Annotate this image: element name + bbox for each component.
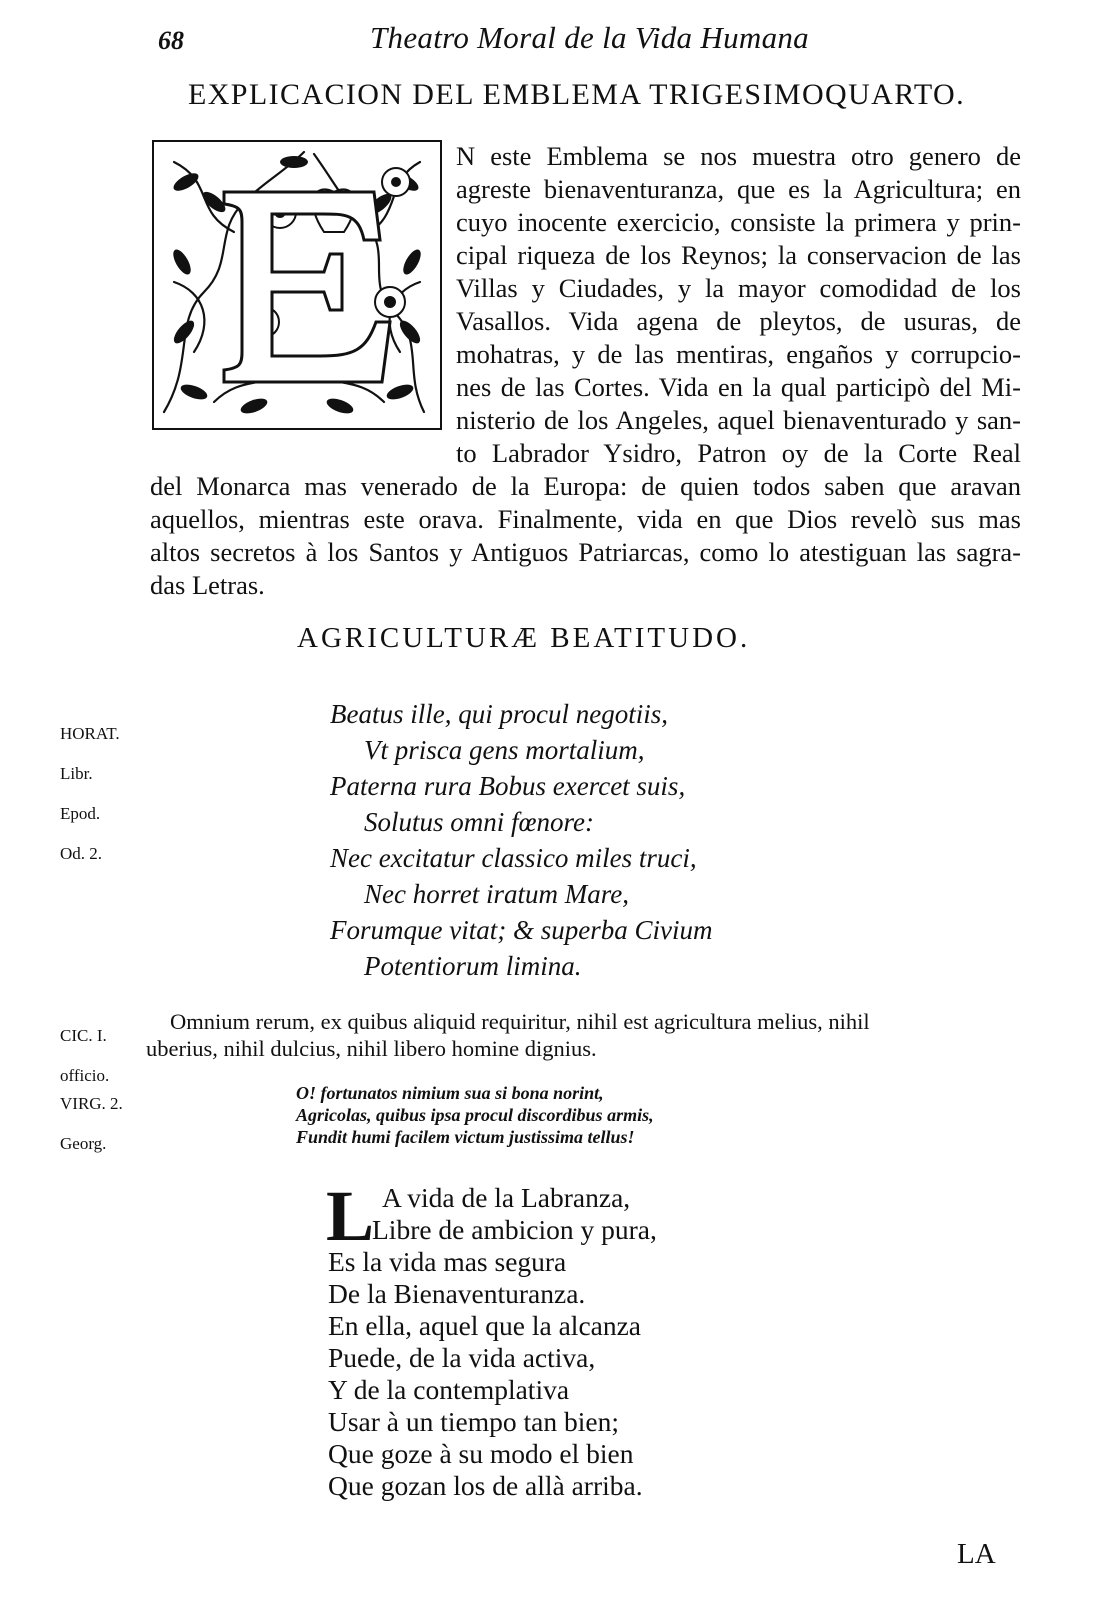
paragraph-line: das Letras. (150, 570, 265, 600)
margin-note-horace (60, 704, 120, 884)
poem-line: Que goze à su modo el bien (328, 1438, 634, 1469)
paragraph-line: aquellos, mientras este orava. Finalmente, vida en que Dios revelò sus mas (150, 504, 1021, 534)
horace-verse: Nec horret iratum Mare, (364, 879, 629, 909)
poem-line: De la Bienaventuranza. (328, 1278, 586, 1309)
horace-verse: Vt prisca gens mortalium, (364, 735, 645, 765)
paragraph-line: agreste bienaventuranza, que es la Agricultura; en (456, 174, 1021, 204)
poem-line: En ella, aquel que la alcanza (328, 1310, 642, 1341)
margin-note-line: VIRG. 2. (60, 1094, 123, 1113)
paragraph-line: Villas y Ciudades, y la mayor comodidad de los (456, 273, 1021, 303)
poem-line: Usar à un tiempo tan bien; (328, 1406, 619, 1437)
section-heading: EXPLICACION DEL EMBLEMA TRIGESIMOQUARTO. (188, 78, 965, 111)
catchword: LA (957, 1538, 996, 1570)
margin-note-virgil (60, 1074, 123, 1174)
paragraph-line: cuyo inocente exercicio, consiste la primera y prin- (456, 207, 1021, 237)
running-title: Theatro Moral de la Vida Humana (370, 20, 809, 55)
latin-heading: AGRICULTURÆ BEATITUDO. (297, 622, 751, 654)
horace-verse: Paterna rura Bobus exercet suis, (330, 771, 686, 801)
horace-verse: Potentiorum limina. (364, 951, 582, 981)
paragraph-line: altos secretos à los Santos y Antiguos Patriarcas, como lo atestiguan las sagra- (150, 537, 1021, 567)
horace-verse: Nec excitatur classico miles truci, (330, 843, 697, 873)
poem-line: Puede, de la vida activa, (328, 1342, 596, 1373)
paragraph-line: nes de las Cortes. Vida en la qual participò del Mi- (456, 372, 1021, 402)
poem-line: Es la vida mas segura (328, 1246, 567, 1277)
page-number: 68 (158, 26, 184, 55)
poem-line: Que gozan los de allà arriba. (328, 1470, 643, 1501)
horace-verse: Forumque vitat; & superba Civium (330, 915, 713, 945)
paragraph-line: del Monarca mas venerado de la Europa: de quien todos saben que aravan (150, 471, 1021, 501)
poem-line: A vida de la Labranza, (382, 1182, 631, 1213)
paragraph-line: mohatras, y de las mentiras, engaños y corrupcio- (456, 339, 1021, 369)
margin-note-line: Georg. (60, 1134, 107, 1153)
cicero-quote-line: uberius, nihil dulcius, nihil libero homine dignius. (146, 1036, 597, 1061)
margin-note-line: Epod. (60, 804, 101, 823)
paragraph-line: cipal riqueza de los Reynos; la conservacion de las (456, 240, 1021, 270)
horace-verse: Solutus omni fœnore: (364, 807, 595, 837)
margin-note-line: officio. (60, 1066, 110, 1085)
horace-verse: Beatus ille, qui procul negotiis, (330, 699, 668, 729)
paragraph-line: N este Emblema se nos muestra otro genero de (456, 141, 1021, 171)
poem-line: Libre de ambicion y pura, (372, 1214, 657, 1245)
floral-woodcut-initial-icon (154, 142, 440, 428)
margin-note-line: CIC. I. (60, 1026, 107, 1045)
paragraph-line: to Labrador Ysidro, Patron oy de la Corte Real (456, 438, 1021, 468)
poem-line: Y de la contemplativa (328, 1374, 570, 1405)
decorated-initial (152, 140, 442, 430)
margin-note-line: Libr. (60, 764, 93, 783)
poem-initial: L (326, 1176, 375, 1256)
virgil-verse: Fundit humi facilem victum justissima tellus! (296, 1127, 635, 1147)
paragraph-line: nisterio de los Angeles, aquel bienaventurado y san- (456, 405, 1021, 435)
cicero-quote-line: Omnium rerum, ex quibus aliquid requiritur, nihil est agricultura melius, nihil (170, 1009, 870, 1034)
margin-note-line: Od. 2. (60, 844, 103, 863)
margin-note-line: HORAT. (60, 724, 120, 743)
paragraph-line: Vasallos. Vida agena de pleytos, de usuras, de (456, 306, 1021, 336)
virgil-verse: O! fortunatos nimium sua si bona norint, (296, 1083, 604, 1103)
virgil-verse: Agricolas, quibus ipsa procul discordibus armis, (296, 1105, 654, 1125)
